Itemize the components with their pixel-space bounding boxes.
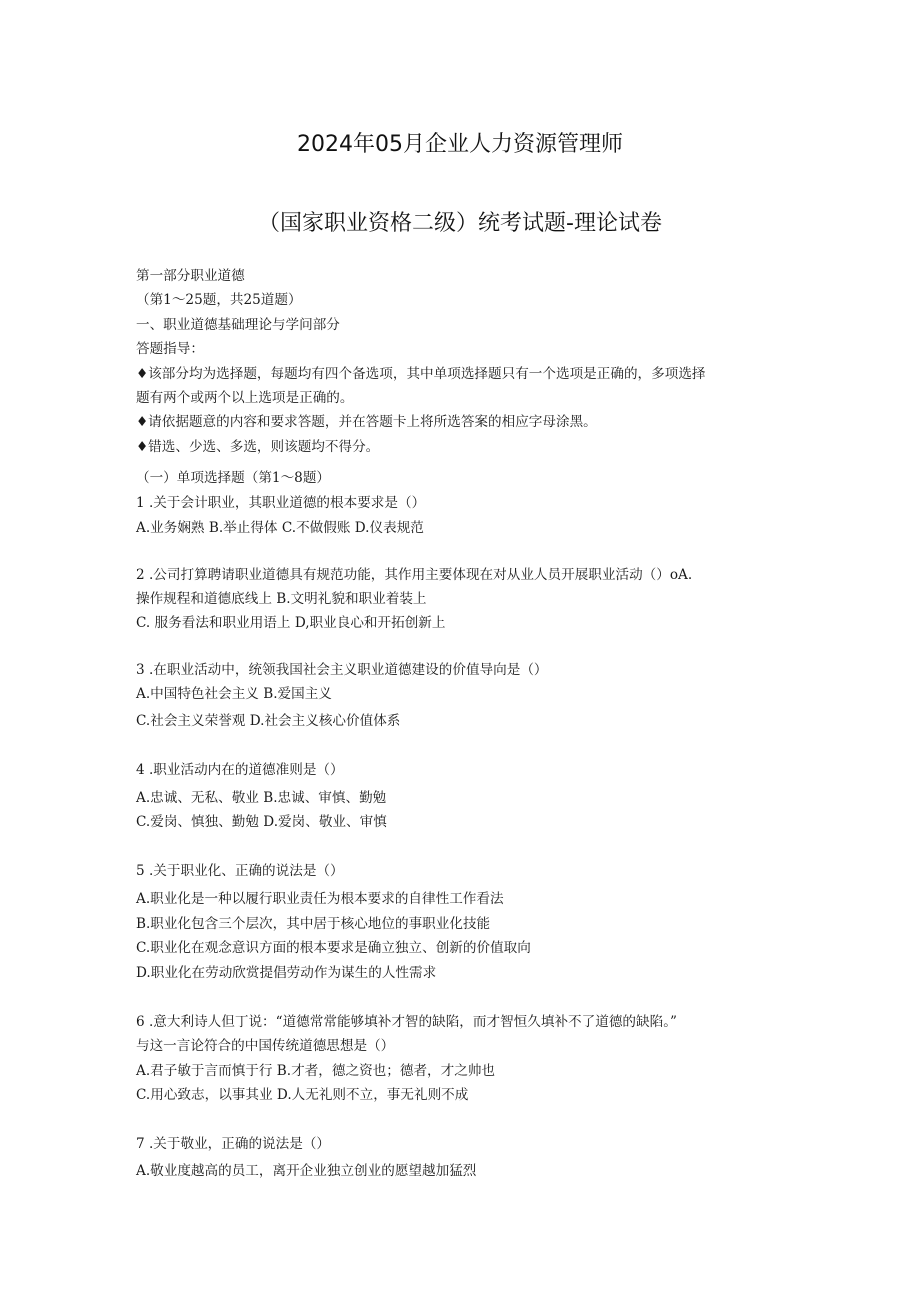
question-7-option-line: A.敬业度越高的员工，离开企业独立创业的愿望越加猛烈 xyxy=(136,1163,477,1179)
question-2-stem: 2 .公司打算聘请职业道德具有规范功能，其作用主要体现在对从业人员开展职业活动（）oA. xyxy=(136,567,693,583)
section-title: 一、职业道德基础理论与学问部分 xyxy=(136,317,340,333)
question-3-option-line: C.社会主义荣誉观 D.社会主义核心价值体系 xyxy=(136,713,401,729)
question-4-option-line: A.忠诚、无私、敬业 B.忠诚、审慎、勤勉 xyxy=(136,790,387,806)
question-4-stem: 4 .职业活动内在的道德准则是（） xyxy=(136,762,344,778)
question-6-option-line: C.用心致志，以事其业 D.人无礼则不立，事无礼则不成 xyxy=(136,1087,469,1103)
question-2-option-line: C. 服务看法和职业用语上 D,职业良心和开拓创新上 xyxy=(136,615,446,631)
instruction-line: ♦错选、少选、多选，则该题均不得分。 xyxy=(136,439,380,455)
document-title-line-1: 2024年05月企业人力资源管理师 xyxy=(297,132,623,157)
question-1-stem: 1 .关于会计职业，其职业道德的根本要求是（） xyxy=(136,495,426,511)
question-5-option-line: B.职业化包含三个层次，其中居于核心地位的事职业化技能 xyxy=(136,916,491,932)
question-7-stem: 7 .关于敬业，正确的说法是（） xyxy=(136,1136,331,1152)
part-title: 第一部分职业道德 xyxy=(136,268,245,284)
instruction-line: ♦请依据题意的内容和要求答题，并在答题卡上将所选答案的相应字母涂黑。 xyxy=(136,414,597,430)
subsection-title: （一）单项选择题（第1～8题） xyxy=(136,470,331,486)
question-6-line: 与这一言论符合的中国传统道德思想是（） xyxy=(136,1038,395,1054)
question-4-option-line: C.爱岗、慎独、勤勉 D.爱岗、敬业、审慎 xyxy=(136,814,387,830)
question-2-option-line: 操作规程和道德底线上 B.文明礼貌和职业着装上 xyxy=(136,591,427,607)
instruction-line: ♦该部分均为选择题，每题均有四个备选项，其中单项选择题只有一个选项是正确的，多项选择 xyxy=(136,366,706,382)
question-5-option-line: A.职业化是一种以履行职业责任为根本要求的自律性工作看法 xyxy=(136,891,504,907)
question-3-option-line: A.中国特色社会主义 B.爱国主义 xyxy=(136,686,332,702)
question-1-options: A.业务娴熟 B.举止得体 C.不做假账 D.仪表规范 xyxy=(136,520,424,536)
question-5-stem: 5 .关于职业化、正确的说法是（） xyxy=(136,863,344,879)
question-6-stem: 6 .意大利诗人但丁说：“道德常常能够填补才智的缺陷，而才智恒久填补不了道德的缺陷。” xyxy=(136,1014,677,1030)
question-5-option-line: C.职业化在观念意识方面的根本要求是确立独立、创新的价值取向 xyxy=(136,940,531,956)
document-title-line-2: （国家职业资格二级）统考试题-理论试卷 xyxy=(258,211,662,236)
question-3-stem: 3 .在职业活动中，统领我国社会主义职业道德建设的价值导向是（） xyxy=(136,662,548,678)
question-6-option-line: A.君子敏于言而慎于行 B.才者，德之资也；德者，才之帅也 xyxy=(136,1063,496,1079)
question-5-option-line: D.职业化在劳动欣赏提倡劳动作为谋生的人性需求 xyxy=(136,965,437,981)
part-range: （第1～25题，共25道题） xyxy=(136,292,302,308)
instructions-heading: 答题指导： xyxy=(136,341,204,357)
instruction-line: 题有两个或两个以上选项是正确的。 xyxy=(136,390,354,406)
